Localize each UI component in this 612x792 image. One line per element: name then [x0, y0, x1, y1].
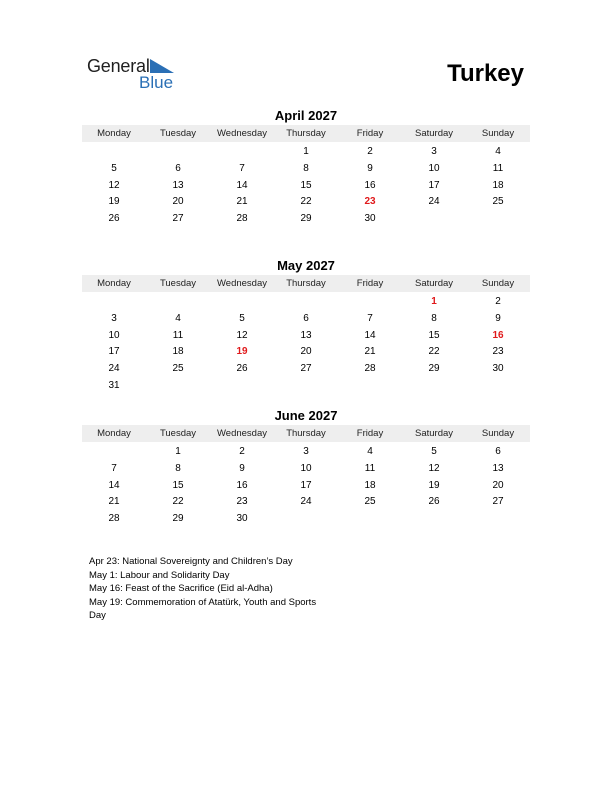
- empty-day-cell: [338, 511, 402, 528]
- holiday-note: May 19: Commemoration of Atatürk, Youth and Sports Day: [89, 596, 317, 622]
- day-cell: 30: [236, 513, 248, 525]
- day-cell: 14: [108, 479, 120, 491]
- day-cell: 9: [239, 462, 245, 474]
- day-cell: 26: [236, 363, 248, 375]
- day-cell: 31: [108, 379, 120, 391]
- day-cell: 29: [172, 513, 184, 525]
- day-cell: 1: [303, 146, 309, 157]
- day-cell: 11: [492, 162, 504, 174]
- week-row: [82, 461, 530, 478]
- weekday-header: Tuesday: [159, 428, 197, 439]
- weekday-header: Wednesday: [217, 128, 267, 139]
- day-cell: 24: [108, 363, 120, 375]
- day-cell: 8: [175, 462, 181, 474]
- empty-day-cell: [146, 378, 210, 395]
- day-cell: 5: [431, 446, 437, 457]
- day-cell: 11: [172, 329, 184, 341]
- empty-day-cell: [274, 511, 338, 528]
- day-cell: 2: [367, 146, 373, 157]
- week-row: [82, 144, 530, 161]
- weekday-header: Tuesday: [159, 278, 197, 289]
- day-cell: 8: [303, 162, 309, 174]
- day-cell: 10: [108, 329, 120, 341]
- month-block: [82, 108, 530, 228]
- empty-day-cell: [466, 211, 530, 228]
- day-cell: 24: [300, 496, 312, 508]
- day-cell: 28: [236, 213, 248, 225]
- day-cell: 7: [367, 312, 373, 324]
- logo-word-blue: Blue: [139, 73, 174, 92]
- holiday-notes: [89, 555, 329, 623]
- day-cell: 3: [431, 146, 437, 157]
- day-cell: 21: [236, 196, 248, 208]
- day-cell: 22: [428, 346, 440, 358]
- month-title: May 2027: [277, 258, 335, 273]
- week-row: [82, 328, 530, 345]
- day-cell: 17: [428, 179, 440, 191]
- day-cell: 8: [431, 312, 437, 324]
- day-cell: 15: [300, 179, 312, 191]
- weeks: [82, 144, 530, 228]
- empty-day-cell: [466, 378, 530, 395]
- weekday-header: Monday: [97, 128, 131, 139]
- generalblue-logo: [87, 56, 187, 92]
- weekday-header-row: [82, 425, 530, 442]
- day-cell: 21: [364, 346, 376, 358]
- weekday-header: Sunday: [481, 428, 515, 439]
- empty-day-cell: [402, 211, 466, 228]
- logo-triangle-icon: [150, 59, 174, 73]
- day-cell: 5: [111, 162, 117, 174]
- weekday-header: Thursday: [286, 278, 326, 289]
- month-title: April 2027: [274, 108, 338, 123]
- logo-word-general: General: [87, 56, 150, 76]
- day-cell: 18: [492, 179, 504, 191]
- week-row: [82, 511, 530, 528]
- empty-day-cell: [274, 294, 338, 311]
- empty-day-cell: [82, 444, 146, 461]
- empty-day-cell: [274, 378, 338, 395]
- day-cell: 15: [172, 479, 184, 491]
- day-cell: 11: [364, 462, 376, 474]
- day-cell: 19: [236, 346, 248, 358]
- empty-day-cell: [146, 294, 210, 311]
- empty-day-cell: [146, 144, 210, 161]
- day-cell: 29: [300, 213, 312, 225]
- day-cell: 23: [364, 196, 376, 208]
- day-cell: 13: [492, 462, 504, 474]
- day-cell: 3: [303, 446, 309, 457]
- week-row: [82, 178, 530, 195]
- week-row: [82, 444, 530, 461]
- day-cell: 21: [108, 496, 120, 508]
- day-cell: 17: [300, 479, 312, 491]
- day-cell: 23: [236, 496, 248, 508]
- weeks: [82, 294, 530, 395]
- day-cell: 12: [108, 179, 120, 191]
- day-cell: 6: [303, 312, 309, 324]
- day-cell: 7: [111, 462, 117, 474]
- day-cell: 20: [300, 346, 312, 358]
- day-cell: 9: [367, 162, 373, 174]
- weekday-header: Friday: [356, 278, 384, 289]
- weekday-header: Sunday: [481, 278, 515, 289]
- day-cell: 7: [239, 162, 245, 174]
- day-cell: 29: [428, 363, 440, 375]
- weekday-header: Monday: [97, 428, 131, 439]
- weekday-header: Thursday: [286, 428, 326, 439]
- day-cell: 16: [492, 329, 504, 341]
- month-block: [82, 408, 530, 528]
- week-row: [82, 378, 530, 395]
- day-cell: 13: [300, 329, 312, 341]
- empty-day-cell: [210, 294, 274, 311]
- day-cell: 16: [364, 179, 376, 191]
- day-cell: 10: [300, 462, 312, 474]
- empty-day-cell: [402, 378, 466, 395]
- empty-day-cell: [466, 511, 530, 528]
- weekday-header: Saturday: [414, 128, 454, 139]
- day-cell: 14: [364, 329, 376, 341]
- week-row: [82, 478, 530, 495]
- day-cell: 1: [175, 446, 181, 457]
- week-row: [82, 161, 530, 178]
- week-row: [82, 294, 530, 311]
- day-cell: 18: [172, 346, 184, 358]
- day-cell: 2: [495, 296, 501, 307]
- month-block: [82, 258, 530, 395]
- day-cell: 4: [367, 446, 373, 457]
- weekday-header: Wednesday: [217, 278, 267, 289]
- day-cell: 30: [364, 213, 376, 225]
- weekday-header: Saturday: [414, 278, 454, 289]
- empty-day-cell: [82, 144, 146, 161]
- empty-day-cell: [338, 378, 402, 395]
- week-row: [82, 311, 530, 328]
- day-cell: 28: [108, 513, 120, 525]
- day-cell: 27: [172, 213, 184, 225]
- day-cell: 22: [172, 496, 184, 508]
- weekday-header-row: [82, 125, 530, 142]
- weekday-header: Wednesday: [217, 428, 267, 439]
- empty-day-cell: [338, 294, 402, 311]
- day-cell: 28: [364, 363, 376, 375]
- day-cell: 6: [495, 446, 501, 457]
- weekday-header: Saturday: [414, 428, 454, 439]
- day-cell: 25: [492, 196, 504, 208]
- empty-day-cell: [210, 378, 274, 395]
- day-cell: 12: [236, 329, 248, 341]
- day-cell: 23: [492, 346, 504, 358]
- day-cell: 20: [172, 196, 184, 208]
- holiday-note: May 16: Feast of the Sacrifice (Eid al-Adha): [89, 583, 273, 595]
- day-cell: 27: [300, 363, 312, 375]
- weekday-header-row: [82, 275, 530, 292]
- day-cell: 16: [236, 479, 248, 491]
- day-cell: 19: [428, 479, 440, 491]
- empty-day-cell: [402, 511, 466, 528]
- day-cell: 4: [175, 312, 181, 324]
- day-cell: 22: [300, 196, 312, 208]
- day-cell: 15: [428, 329, 440, 341]
- day-cell: 25: [364, 496, 376, 508]
- week-row: [82, 344, 530, 361]
- month-title: June 2027: [274, 408, 338, 423]
- day-cell: 12: [428, 462, 440, 474]
- weekday-header: Monday: [97, 278, 131, 289]
- day-cell: 6: [175, 162, 181, 174]
- country-title: Turkey: [447, 60, 524, 87]
- day-cell: 9: [495, 312, 501, 324]
- day-cell: 17: [108, 346, 120, 358]
- day-cell: 5: [239, 312, 245, 324]
- day-cell: 30: [492, 363, 504, 375]
- day-cell: 19: [108, 196, 120, 208]
- empty-day-cell: [82, 294, 146, 311]
- weekday-header: Thursday: [286, 128, 326, 139]
- day-cell: 1: [431, 296, 437, 307]
- day-cell: 27: [492, 496, 504, 508]
- day-cell: 18: [364, 479, 376, 491]
- empty-day-cell: [210, 144, 274, 161]
- day-cell: 10: [428, 162, 440, 174]
- day-cell: 2: [239, 446, 245, 457]
- weekday-header: Sunday: [481, 128, 515, 139]
- day-cell: 25: [172, 363, 184, 375]
- day-cell: 24: [428, 196, 440, 208]
- day-cell: 26: [108, 213, 120, 225]
- day-cell: 13: [172, 179, 184, 191]
- weekday-header: Friday: [356, 428, 384, 439]
- weekday-header: Tuesday: [159, 128, 197, 139]
- holiday-note: May 1: Labour and Solidarity Day: [89, 569, 230, 581]
- day-cell: 3: [111, 312, 117, 324]
- day-cell: 20: [492, 479, 504, 491]
- week-row: [82, 494, 530, 511]
- holiday-note: Apr 23: National Sovereignty and Children’s Day: [89, 556, 293, 567]
- day-cell: 14: [236, 179, 248, 191]
- week-row: [82, 211, 530, 228]
- weeks: [82, 444, 530, 528]
- day-cell: 4: [495, 146, 501, 157]
- day-cell: 26: [428, 496, 440, 508]
- weekday-header: Friday: [356, 128, 384, 139]
- week-row: [82, 194, 530, 211]
- week-row: [82, 361, 530, 378]
